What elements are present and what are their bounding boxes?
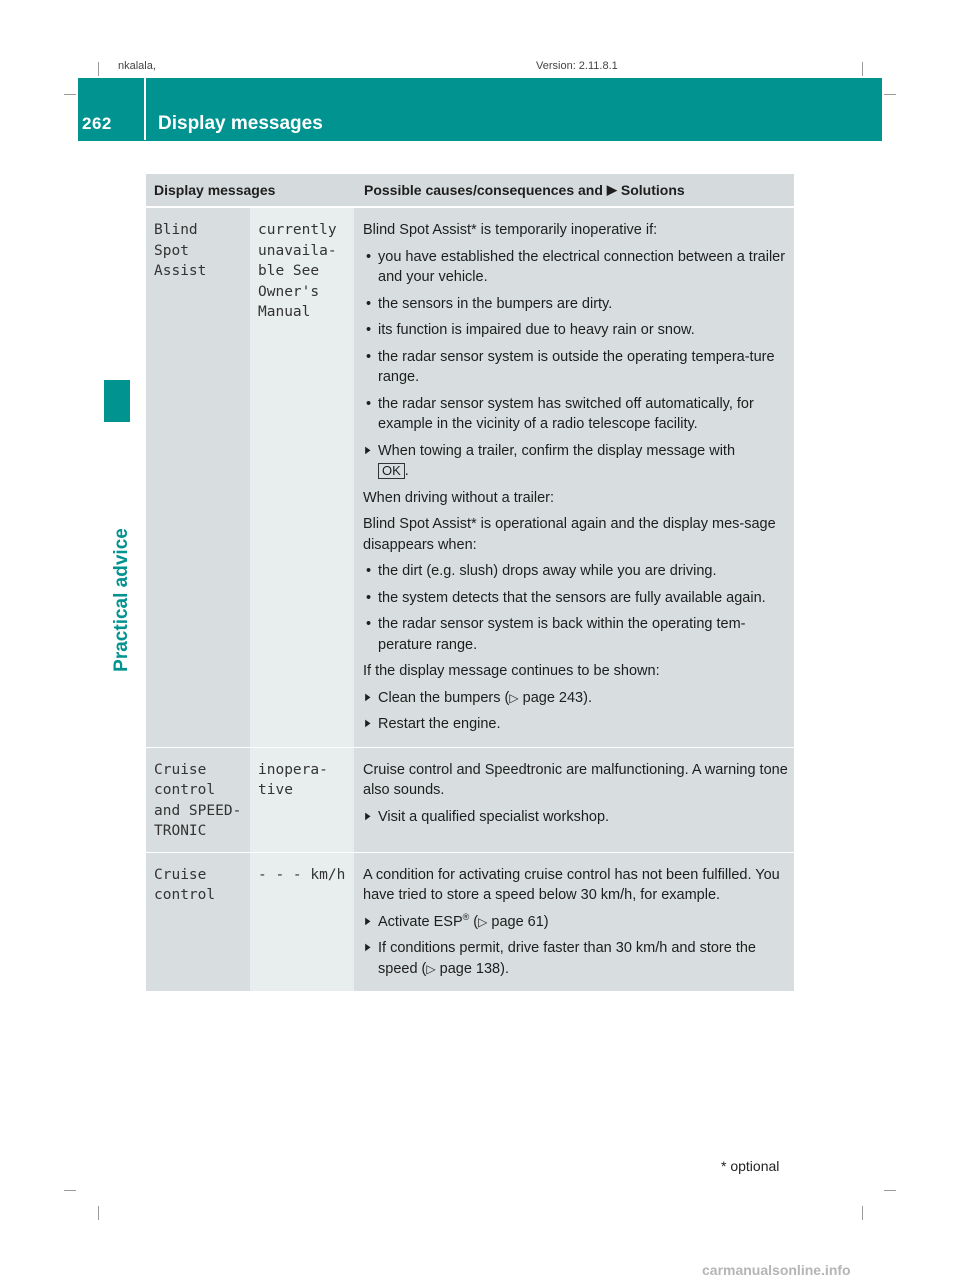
bullet-item: • the system detects that the sensors are fully available again. — [363, 588, 788, 609]
bullet-item: • the radar sensor system is outside the operating tempera-ture range. — [363, 347, 788, 388]
solution-cell — [354, 748, 794, 852]
solution-paragraph: A condition for activating cruise control has not been fulfilled. You have tried to store a speed below 30 km/h, for example. — [363, 866, 780, 903]
message-cell: Blind Spot Assist — [146, 208, 250, 747]
message-cell: Cruise control — [146, 853, 250, 992]
bullet-item: • you have established the electrical connection between a trailer and your vehicle. — [363, 247, 788, 288]
bullet-item: • the dirt (e.g. slush) drops away while you are driving. — [363, 561, 788, 582]
watermark: carmanualsonline.info — [702, 1262, 851, 1278]
solution-paragraph: Blind Spot Assist* is operational again and the display mes-sage disappears when: — [363, 516, 776, 553]
header-display-messages: Display messages — [154, 182, 276, 198]
ok-key: OK — [378, 463, 405, 479]
page-reference[interactable]: page 138). — [439, 960, 509, 977]
solution-paragraph: If the display message continues to be shown: — [363, 663, 660, 679]
solution-intro: Blind Spot Assist* is temporarily inoperative if: — [363, 222, 658, 238]
page-reference[interactable]: page 243). — [522, 689, 592, 706]
optional-footnote: * optional — [721, 1158, 780, 1174]
message-cell: Cruise control and SPEED- TRONIC — [146, 748, 250, 852]
header-separator — [144, 78, 146, 140]
crop-mark — [98, 62, 99, 76]
page-ref-icon: ▷ — [478, 914, 488, 929]
display-messages-table — [146, 174, 794, 991]
solution-cell — [354, 853, 794, 992]
instruction-step: ▶ Restart the engine. — [363, 714, 788, 735]
crop-mark — [884, 94, 896, 95]
solution-paragraph: Cruise control and Speedtronic are malfunctioning. A warning tone also sounds. — [363, 761, 788, 798]
page-reference[interactable]: page 61) — [491, 913, 549, 930]
bullet-item: • the radar sensor system is back within the operating tem-perature range. — [363, 614, 788, 655]
registered-mark: ® — [462, 911, 470, 922]
crop-mark — [98, 1206, 99, 1220]
solution-cell — [354, 208, 794, 747]
step-text: Activate ESP — [378, 913, 463, 930]
crop-mark — [862, 62, 863, 76]
table-row — [146, 853, 794, 992]
page-title: Display messages — [158, 113, 323, 134]
arrow-icon: ▶ — [606, 182, 617, 197]
header-solutions-label: Solutions — [620, 182, 685, 198]
step-text: Clean the bumpers ( — [378, 689, 510, 706]
section-label: Practical advice — [111, 528, 132, 672]
bullet-item: • the sensors in the bumpers are dirty. — [363, 294, 788, 315]
header-causes-label: Possible causes/consequences and — [364, 182, 603, 198]
solution-paragraph: When driving without a trailer: — [363, 489, 554, 506]
bullet-item: • the radar sensor system has switched off automatically, for example in the vicinity of a radio telescope facility. — [363, 394, 788, 435]
step-text: When towing a trailer, confirm the display message with — [378, 442, 736, 459]
step-text: If conditions permit, drive faster than 30 km/h and store the speed ( — [378, 940, 756, 977]
section-tab-marker — [104, 380, 130, 422]
page-ref-icon: ▷ — [509, 690, 519, 705]
status-cell: - - - km/h — [250, 853, 354, 992]
instruction-step: ▶ When towing a trailer, confirm the display message with OK . — [363, 441, 788, 482]
header-causes-solutions — [354, 182, 794, 198]
instruction-step: ▶ Visit a qualified specialist workshop. — [363, 807, 788, 828]
instruction-step — [363, 938, 788, 979]
instruction-step — [363, 688, 788, 709]
status-cell: inopera- tive — [250, 748, 354, 852]
header-underline — [78, 140, 882, 141]
crop-mark — [884, 1190, 896, 1191]
instruction-step: ▶ Activate ESP® (▷ page 61) — [363, 912, 788, 933]
table-row — [146, 748, 794, 853]
page-ref-icon: ▷ — [426, 961, 436, 976]
table-header — [146, 174, 794, 206]
crop-mark — [64, 1190, 76, 1191]
bullet-item: • its function is impaired due to heavy rain or snow. — [363, 320, 788, 341]
page-number: 262 — [82, 114, 112, 133]
print-meta-left: nkalala, — [118, 60, 156, 72]
crop-mark — [64, 94, 76, 95]
print-meta-right: Version: 2.11.8.1 — [536, 60, 618, 72]
table-row — [146, 208, 794, 748]
crop-mark — [862, 1206, 863, 1220]
status-cell: currently unavaila- ble See Owner's Manual — [250, 208, 354, 747]
